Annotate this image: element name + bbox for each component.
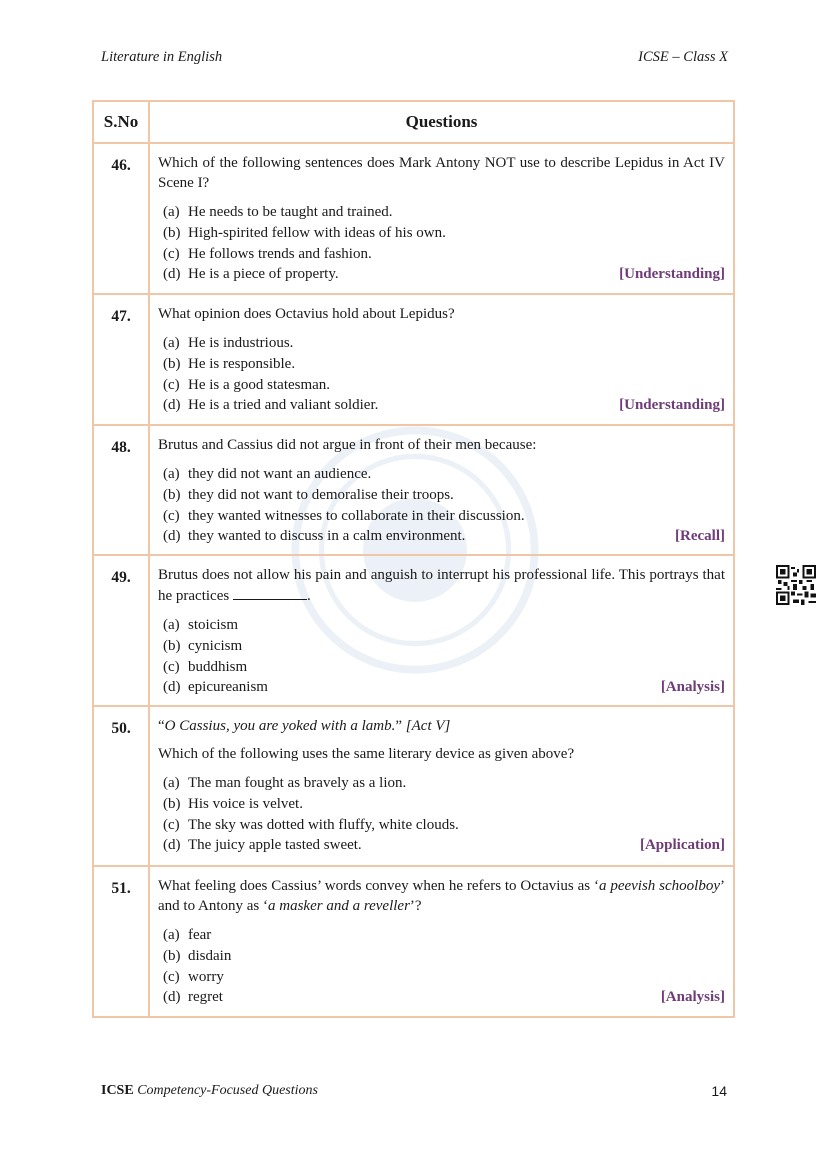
question-row: [93, 706, 734, 866]
option-label: (c): [163, 245, 180, 262]
question-cell: [149, 294, 734, 425]
option-item: [163, 677, 725, 698]
footer-brand: ICSE: [101, 1083, 134, 1098]
option-text: He is a good statesman.: [188, 376, 331, 393]
question-number: 48.: [93, 425, 149, 555]
option-text: He needs to be taught and trained.: [188, 204, 393, 220]
options-list: [158, 773, 725, 856]
option-item: [163, 987, 725, 1008]
footer-title: [101, 1083, 318, 1099]
option-item: [163, 506, 725, 527]
option-item: [163, 615, 725, 636]
header-class: ICSE – Class X: [638, 49, 728, 65]
option-text: His voice is velvet.: [188, 795, 303, 812]
question-cell: [149, 866, 734, 1017]
option-item: [163, 375, 725, 396]
option-item: [163, 333, 725, 354]
option-label: (a): [163, 466, 180, 482]
option-item: [163, 815, 725, 836]
question-row: [93, 555, 734, 706]
option-label: (c): [163, 376, 180, 393]
question-cell: [149, 425, 734, 555]
question-number: 51.: [93, 866, 149, 1017]
question-cell: [149, 706, 734, 866]
option-label: (c): [163, 968, 180, 985]
option-text: cynicism: [188, 637, 243, 654]
option-text: they did not want an audience.: [188, 466, 372, 482]
options-list: [158, 202, 725, 285]
option-item: [163, 202, 725, 223]
stem-part: What feeling does Cassius’ words convey when he refers to Octavius as ‘: [158, 878, 599, 894]
question-cell: [149, 555, 734, 706]
cognitive-level-tag: [Analysis]: [660, 989, 725, 1006]
option-item: [163, 264, 725, 285]
question-stem: Which of the following sentences does Mark Antony NOT use to describe Lepidus in Act IV Scene I?: [158, 155, 725, 191]
option-text: He is responsible.: [188, 355, 296, 372]
option-label: (b): [163, 355, 181, 372]
question-stem: What opinion does Octavius hold about Lepidus?: [158, 306, 455, 322]
option-text: worry: [188, 968, 224, 985]
fill-in-blank: [233, 585, 307, 600]
cognitive-level-tag: [Understanding]: [619, 397, 725, 414]
option-text: disdain: [188, 947, 232, 964]
stem-quote: a masker and a reveller: [268, 898, 410, 914]
question-stem-text: Brutus does not allow his pain and anguish to interrupt his professional life. This portrays that he practices: [158, 567, 725, 604]
question-row: [93, 866, 734, 1017]
option-label: (c): [163, 816, 180, 833]
option-item: [163, 794, 725, 815]
questions-table: [92, 100, 735, 1018]
option-label: (b): [163, 224, 181, 241]
option-label: (a): [163, 204, 180, 220]
option-item: [163, 464, 725, 485]
stem-part: ’ and to Antony as ‘: [158, 878, 725, 914]
question-row: [93, 425, 734, 555]
option-label: (a): [163, 775, 180, 791]
option-label: (d): [163, 528, 181, 545]
option-item: [163, 835, 725, 856]
option-label: (c): [163, 658, 180, 675]
option-item: [163, 925, 725, 946]
stem-part: ’?: [409, 898, 422, 914]
qr-code-icon[interactable]: [776, 565, 816, 605]
cognitive-level-tag: [Application]: [639, 837, 725, 854]
option-label: (d): [163, 266, 181, 283]
option-label: (d): [163, 397, 181, 414]
option-text: they did not want to demoralise their troops.: [188, 486, 454, 503]
option-text: buddhism: [188, 658, 248, 675]
option-text: regret: [188, 989, 223, 1006]
option-label: (b): [163, 486, 181, 503]
question-number: 50.: [93, 706, 149, 866]
option-label: (d): [163, 989, 181, 1006]
option-text: He is a tried and valiant soldier.: [188, 397, 379, 414]
cognitive-level-tag: [Understanding]: [619, 266, 725, 283]
option-label: (b): [163, 947, 181, 964]
option-label: (a): [163, 335, 180, 351]
option-label: (b): [163, 795, 181, 812]
quoted-line: “O Cassius, you are yoked with a lamb.” [Act V]: [158, 718, 451, 734]
option-text: The man fought as bravely as a lion.: [188, 775, 407, 791]
question-cell: [149, 143, 734, 294]
question-stem: Which of the following uses the same literary device as given above?: [158, 746, 575, 762]
question-stem: [158, 876, 725, 916]
question-number: 49.: [93, 555, 149, 706]
option-label: (d): [163, 837, 181, 854]
option-label: (d): [163, 679, 181, 696]
footer-subtitle: Competency-Focused Questions: [137, 1083, 318, 1098]
option-text: they wanted witnesses to collaborate in their discussion.: [188, 507, 525, 524]
header-subject: Literature in English: [101, 49, 223, 65]
question-stem: Brutus and Cassius did not argue in front of their men because:: [158, 437, 537, 453]
option-item: [163, 244, 725, 265]
option-text: High-spirited fellow with ideas of his own.: [188, 224, 446, 241]
option-text: stoicism: [188, 617, 239, 633]
question-row: [93, 143, 734, 294]
option-text: He is a piece of property.: [188, 266, 339, 283]
option-text: He is industrious.: [188, 335, 294, 351]
options-list: [158, 615, 725, 698]
options-list: [158, 925, 725, 1008]
option-label: (a): [163, 617, 180, 633]
option-item: [163, 636, 725, 657]
option-item: [163, 354, 725, 375]
options-list: [158, 333, 725, 416]
column-header-sno: S.No: [93, 101, 149, 143]
question-number: 47.: [93, 294, 149, 425]
option-text: fear: [188, 927, 212, 943]
option-item: [163, 223, 725, 244]
column-header-questions: Questions: [149, 101, 734, 143]
option-label: (a): [163, 927, 180, 943]
page-number: 14: [711, 1083, 727, 1099]
option-item: [163, 946, 725, 967]
option-text: epicureanism: [188, 679, 268, 696]
option-item: [163, 773, 725, 794]
table-header-row: [93, 101, 734, 143]
option-label: (c): [163, 507, 180, 524]
quote-reference: [Act V]: [405, 718, 451, 734]
option-label: (b): [163, 637, 181, 654]
question-row: [93, 294, 734, 425]
options-list: [158, 464, 725, 547]
option-text: The juicy apple tasted sweet.: [188, 837, 362, 854]
option-item: [163, 485, 725, 506]
question-number: 46.: [93, 143, 149, 294]
option-text: The sky was dotted with fluffy, white clouds.: [188, 816, 459, 833]
option-item: [163, 657, 725, 678]
option-item: [163, 967, 725, 988]
quote-text: O Cassius, you are yoked with a lamb.: [164, 718, 396, 734]
option-text: He follows trends and fashion.: [188, 245, 372, 262]
cognitive-level-tag: [Analysis]: [660, 679, 725, 696]
option-text: they wanted to discuss in a calm environment.: [188, 528, 466, 545]
stem-quote: a peevish schoolboy: [598, 878, 720, 894]
question-stem: Brutus does not allow his pain and anguish to interrupt his professional life. This portrays that he practices .: [158, 567, 725, 604]
option-item: [163, 395, 725, 416]
option-item: [163, 526, 725, 547]
cognitive-level-tag: [Recall]: [675, 528, 725, 545]
